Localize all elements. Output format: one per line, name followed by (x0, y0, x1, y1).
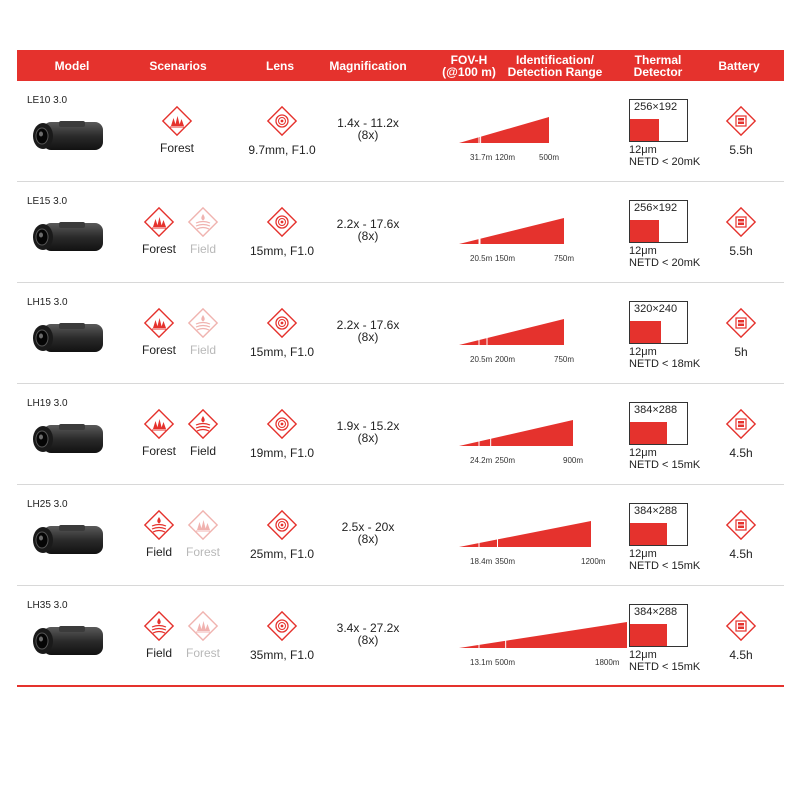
model-name: LH25 3.0 (27, 499, 68, 510)
field-icon (179, 204, 227, 240)
table-row (17, 182, 784, 283)
magnification-range: 2.2x - 17.6x (336, 217, 400, 231)
detection-range: 1800m (595, 658, 620, 667)
battery-icon (717, 608, 765, 644)
magnification-factor: (8x) (357, 330, 379, 344)
scenario-label: Forest (141, 242, 176, 256)
deer-icon (476, 124, 488, 134)
deer-icon (486, 427, 498, 437)
scenario-field (179, 204, 227, 256)
detector-fill (630, 624, 667, 646)
thermal-detector-cell (629, 301, 719, 370)
lens-icon (242, 507, 322, 543)
header-thermal-line1: Thermal (634, 52, 682, 67)
scenario-forest (153, 103, 201, 155)
header-thermal (623, 50, 693, 81)
range-diagram (437, 208, 627, 268)
scenario-field (179, 406, 227, 458)
fov-value: 18.4m (470, 557, 493, 566)
table-row (17, 283, 784, 384)
detector-fill (630, 119, 659, 141)
pixel-pitch: 12μm (629, 144, 657, 156)
lens-value: 15mm, F1.0 (249, 244, 315, 258)
detection-range: 900m (563, 456, 584, 465)
lens-value: 15mm, F1.0 (249, 345, 315, 359)
model-name: LH35 3.0 (27, 600, 68, 611)
lens-value: 9.7mm, F1.0 (248, 143, 316, 157)
model-name: LH15 3.0 (27, 297, 68, 308)
scenario-forest (179, 608, 227, 660)
header-fov-line2: (@100 m) (442, 64, 496, 79)
magnification-cell (322, 420, 414, 444)
magnification-range: 2.2x - 17.6x (336, 318, 400, 332)
identification-range: 120m (495, 153, 516, 162)
range-diagram (437, 107, 627, 167)
scenario-field (135, 507, 183, 559)
battery-life: 4.5h (729, 547, 753, 561)
netd-value: NETD < 18mK (629, 358, 701, 370)
lens-value: 25mm, F1.0 (249, 547, 315, 561)
range-diagram (437, 511, 627, 571)
magnification-cell (322, 521, 414, 545)
magnification-range: 2.5x - 20x (341, 520, 395, 534)
header-ident (501, 50, 609, 81)
header-lens: Lens (265, 58, 294, 73)
spec-table (17, 50, 784, 687)
magnification-factor: (8x) (357, 532, 379, 546)
scenario-label: Forest (141, 343, 176, 357)
identification-range: 500m (495, 658, 516, 667)
scenario-field (179, 305, 227, 357)
lens-icon (242, 406, 322, 442)
deer-icon (482, 326, 494, 336)
netd-value: NETD < 20mK (629, 156, 701, 168)
model-name: LE10 3.0 (27, 95, 68, 106)
identification-range: 150m (495, 254, 516, 263)
thermal-detector-cell (629, 402, 719, 471)
battery-icon (717, 507, 765, 543)
lens-cell (242, 305, 322, 359)
detector-fill (630, 220, 659, 242)
header-model: Model (54, 58, 90, 73)
detection-range: 500m (539, 153, 560, 162)
scenario-label: Field (189, 242, 216, 256)
table-body (17, 81, 784, 687)
header-fov-line1: FOV-H (450, 52, 488, 67)
scenario-label: Field (189, 444, 216, 458)
magnification-factor: (8x) (357, 633, 379, 647)
forest-icon (135, 204, 183, 240)
pixel-pitch: 12μm (629, 649, 657, 661)
lens-icon (242, 204, 322, 240)
battery-life: 5h (734, 345, 748, 359)
scenario-forest (135, 204, 183, 256)
field-icon (179, 305, 227, 341)
monocular-image (29, 119, 107, 153)
table-header (17, 50, 784, 81)
battery-icon (717, 103, 765, 139)
detector-graphic (629, 503, 688, 546)
scenario-label: Field (189, 343, 216, 357)
magnification-range: 1.4x - 11.2x (337, 116, 399, 130)
table-row (17, 485, 784, 586)
magnification-cell (322, 117, 414, 141)
monocular-image (29, 321, 107, 355)
lens-icon (242, 608, 322, 644)
model-name: LH19 3.0 (27, 398, 68, 409)
magnification-cell (322, 218, 414, 242)
scenario-forest (135, 305, 183, 357)
netd-value: NETD < 15mK (629, 459, 701, 471)
forest-icon (179, 608, 227, 644)
battery-cell (717, 305, 765, 359)
pixel-pitch: 12μm (629, 245, 657, 257)
magnification-factor: (8x) (357, 128, 379, 142)
field-icon (179, 406, 227, 442)
table-row (17, 586, 784, 687)
netd-value: NETD < 15mK (629, 560, 701, 572)
thermal-detector-cell (629, 604, 719, 673)
lens-value: 19mm, F1.0 (249, 446, 315, 460)
identification-range: 250m (495, 456, 516, 465)
magnification-factor: (8x) (357, 229, 379, 243)
scenario-label: Forest (185, 646, 220, 660)
thermal-detector-cell (629, 99, 719, 168)
header-thermal-line2: Detector (633, 64, 683, 79)
table-row (17, 384, 784, 485)
header-fov (437, 50, 501, 81)
lens-icon (242, 103, 322, 139)
range-triangle (437, 309, 627, 349)
magnification-range: 3.4x - 27.2x (336, 621, 400, 635)
range-diagram (437, 309, 627, 369)
battery-life: 5.5h (729, 143, 753, 157)
scenario-label: Field (145, 646, 172, 660)
detector-fill (630, 321, 661, 343)
lens-cell (242, 406, 322, 460)
detector-graphic (629, 99, 688, 142)
lens-cell (242, 608, 322, 662)
table-row (17, 81, 784, 182)
range-triangle (437, 612, 627, 652)
range-diagram (437, 612, 627, 672)
fov-value: 20.5m (470, 355, 493, 364)
scenario-forest (179, 507, 227, 559)
detector-graphic (629, 604, 688, 647)
monocular-image (29, 422, 107, 456)
header-magnification: Magnification (329, 58, 407, 73)
battery-icon (717, 406, 765, 442)
monocular-image (29, 523, 107, 557)
forest-icon (179, 507, 227, 543)
lens-cell (242, 507, 322, 561)
range-diagram (437, 410, 627, 470)
identification-range: 350m (495, 557, 516, 566)
detector-resolution: 384×288 (634, 606, 678, 618)
pixel-pitch: 12μm (629, 346, 657, 358)
detection-range: 750m (554, 254, 575, 263)
model-name: LE15 3.0 (27, 196, 68, 207)
forest-icon (153, 103, 201, 139)
magnification-cell (322, 622, 414, 646)
magnification-factor: (8x) (357, 431, 379, 445)
scenario-label: Forest (159, 141, 194, 155)
scenario-forest (135, 406, 183, 458)
fov-value: 24.2m (470, 456, 493, 465)
scenario-label: Forest (185, 545, 220, 559)
detection-range: 1200m (581, 557, 606, 566)
battery-cell (717, 406, 765, 460)
range-triangle (437, 410, 627, 450)
pixel-pitch: 12μm (629, 447, 657, 459)
scenario-label: Field (145, 545, 172, 559)
thermal-detector-cell (629, 200, 719, 269)
identification-range: 200m (495, 355, 516, 364)
battery-cell (717, 204, 765, 258)
detector-graphic (629, 301, 688, 344)
range-triangle (437, 208, 627, 248)
scenario-field (135, 608, 183, 660)
header-battery: Battery (718, 58, 760, 73)
monocular-image (29, 624, 107, 658)
lens-icon (242, 305, 322, 341)
detection-range: 750m (554, 355, 575, 364)
lens-cell (242, 204, 322, 258)
battery-life: 4.5h (729, 648, 753, 662)
field-icon (135, 608, 183, 644)
lens-value: 35mm, F1.0 (249, 648, 315, 662)
detector-fill (630, 422, 667, 444)
detector-resolution: 256×192 (634, 101, 678, 113)
fov-value: 20.5m (470, 254, 493, 263)
battery-life: 4.5h (729, 446, 753, 460)
detector-resolution: 384×288 (634, 505, 678, 517)
lens-cell (242, 103, 322, 157)
header-ident-line1: Identification/ (516, 52, 594, 67)
scenario-label: Forest (141, 444, 176, 458)
deer-icon (501, 629, 513, 639)
range-triangle (437, 107, 627, 147)
netd-value: NETD < 15mK (629, 661, 701, 673)
header-ident-line2: Detection Range (507, 64, 603, 79)
magnification-range: 1.9x - 15.2x (336, 419, 400, 433)
battery-cell (717, 507, 765, 561)
deer-icon (493, 528, 505, 538)
netd-value: NETD < 20mK (629, 257, 701, 269)
pixel-pitch: 12μm (629, 548, 657, 560)
detector-resolution: 384×288 (634, 404, 678, 416)
monocular-image (29, 220, 107, 254)
battery-icon (717, 305, 765, 341)
fov-value: 31.7m (470, 153, 493, 162)
field-icon (135, 507, 183, 543)
deer-icon (475, 225, 487, 235)
header-scenarios: Scenarios (149, 58, 207, 73)
battery-cell (717, 608, 765, 662)
detector-resolution: 256×192 (634, 202, 678, 214)
detector-resolution: 320×240 (634, 303, 678, 315)
forest-icon (135, 406, 183, 442)
battery-cell (717, 103, 765, 157)
range-triangle (437, 511, 627, 551)
thermal-detector-cell (629, 503, 719, 572)
fov-value: 13.1m (470, 658, 493, 667)
battery-icon (717, 204, 765, 240)
detector-fill (630, 523, 667, 545)
detector-graphic (629, 402, 688, 445)
forest-icon (135, 305, 183, 341)
battery-life: 5.5h (729, 244, 753, 258)
magnification-cell (322, 319, 414, 343)
detector-graphic (629, 200, 688, 243)
